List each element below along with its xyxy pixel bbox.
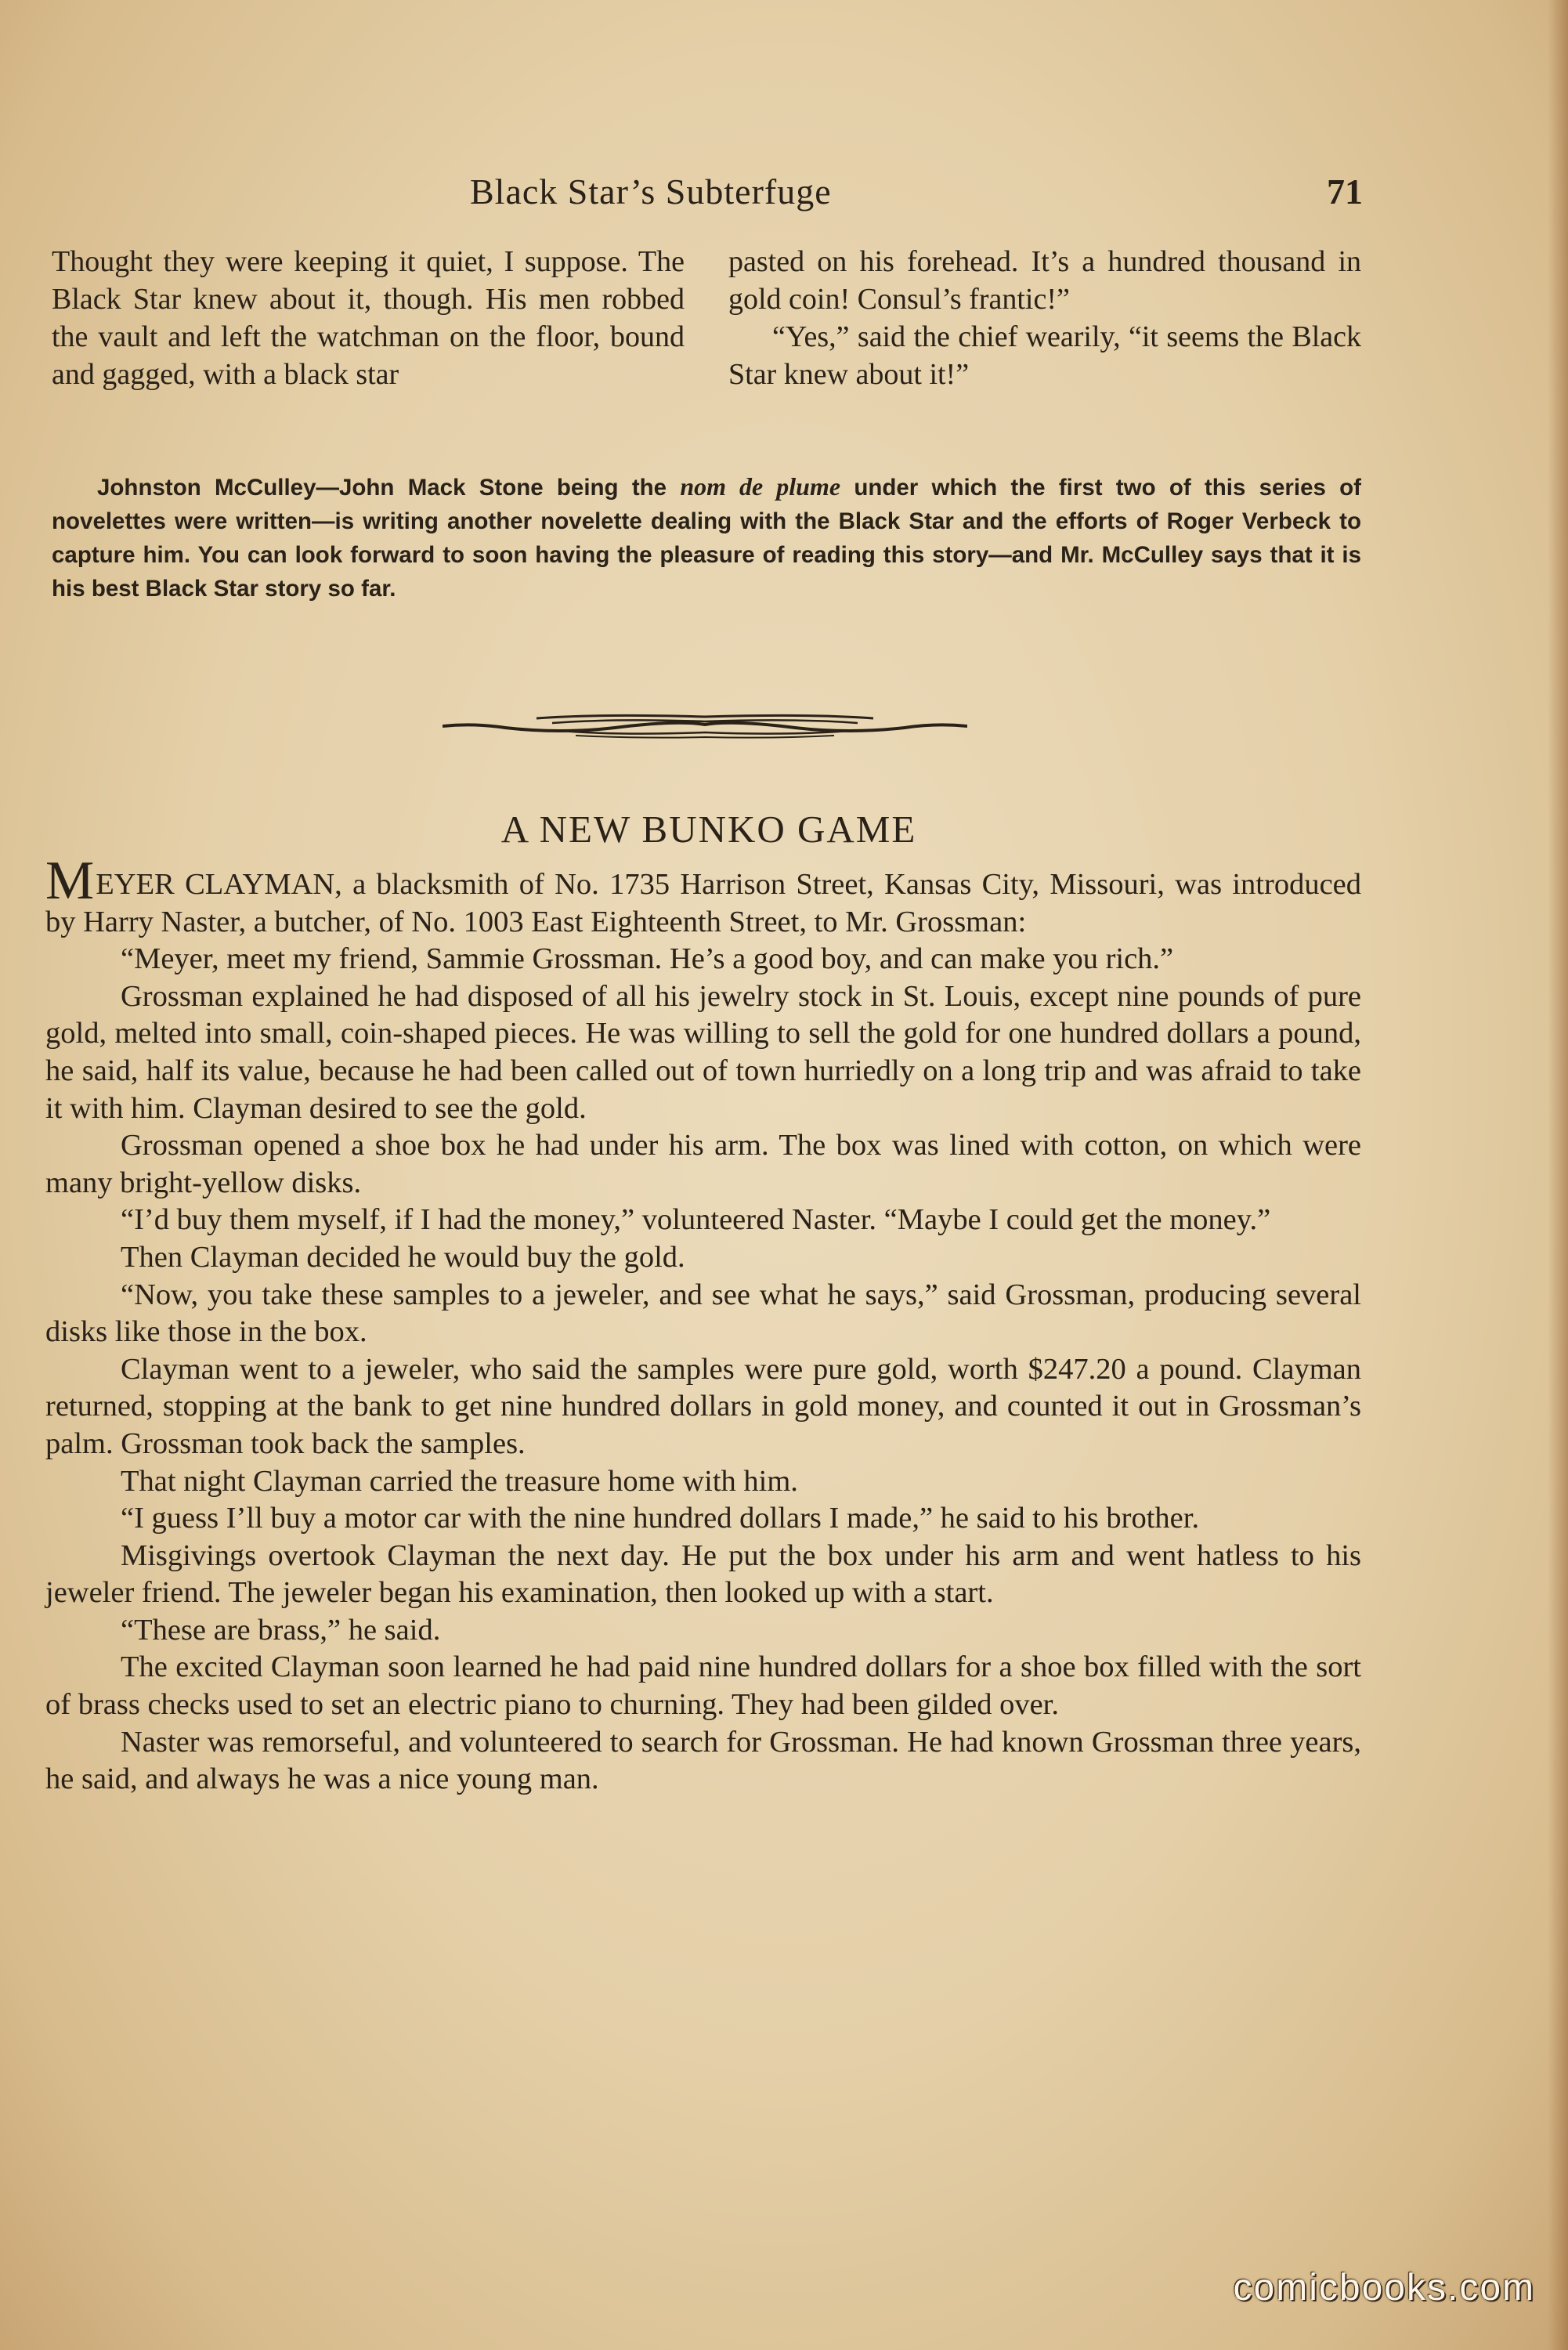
editor-note <box>52 470 1361 606</box>
continuation-paragraph: pasted on his forehead. It’s a hundred thousand in gold coin! Consul’s frantic!” <box>728 245 1361 316</box>
story-paragraph: Clayman went to a jeweler, who said the samples were pure gold, worth $247.20 a pound. Clayman returned, stopping at the bank to get nine hundred dollars in gold money, and counted it out in Grossman’s palm. Grossman took back the samples. <box>45 1352 1361 1460</box>
story-body <box>45 851 1361 1799</box>
watermark: comicbooks.com <box>1233 2267 1535 2308</box>
story-paragraph: Misgivings overtook Clayman the next day. He put the box under his arm and went hatless to his jeweler friend. The jeweler began his examination, then looked up with a start. <box>45 1538 1361 1610</box>
continuation-left-column <box>52 243 685 393</box>
drop-cap: M <box>45 851 95 911</box>
story-paragraph: That night Clayman carried the treasure home with him. <box>121 1464 798 1498</box>
continuation-paragraph: “Yes,” said the chief wearily, “it seems the Black Star knew about it!” <box>728 320 1361 391</box>
story-paragraph: “I guess I’ll buy a motor car with the nine hundred dollars I made,” he said to his brother. <box>121 1502 1200 1535</box>
story-paragraph: “Meyer, meet my friend, Sammie Grossman. He’s a good boy, and can make you rich.” <box>121 942 1174 976</box>
story-paragraph: “I’d buy them myself, if I had the money,” volunteered Naster. “Maybe I could get the money.” <box>121 1203 1271 1237</box>
page-number: 71 <box>1327 172 1363 212</box>
story-paragraph: Naster was remorseful, and volunteered to search for Grossman. He had known Grossman three years, he said, and always he was a nice young man. <box>45 1725 1361 1796</box>
editor-note-text: under which the first two of this series of novelettes were written—is writing another novelette dealing with the Black Star and the efforts of Roger Verbeck to capture him. You can look forward to soon having the pleasure of reading this story—and Mr. McCulley says that it is his best Black Star story so far. <box>52 475 1361 602</box>
story-first-paragraph-text: EYER CLAYMAN, a blacksmith of No. 1735 Harrison Street, Kansas City, Missouri, was introduced by Harry Naster, a butcher, of No. 1003 East Eighteenth Street, to Mr. Grossman: <box>45 868 1361 938</box>
editor-note-text: Johnston McCulley—John Mack Stone being the <box>97 475 681 501</box>
story-paragraph: Grossman explained he had disposed of all his jewelry stock in St. Louis, except nine pounds of pure gold, melted into small, coin-shaped pieces. He was willing to sell the gold for one hundred dollars a pound, he said, half its value, because he had been called out of town hurriedly on a long trip and was afraid to take it with him. Clayman desired to see the gold. <box>45 979 1361 1125</box>
page-header <box>47 171 1363 226</box>
story-paragraph: Then Clayman decided he would buy the gold. <box>121 1240 685 1274</box>
story-paragraph: Grossman opened a shoe box he had under his arm. The box was lined with cotton, on which were many bright-yellow disks. <box>45 1129 1361 1199</box>
story-first-paragraph <box>45 851 1361 941</box>
story-paragraph: “These are brass,” he said. <box>121 1613 441 1647</box>
page-edge-shading <box>1548 0 1568 2350</box>
story-title <box>0 807 1568 851</box>
story-title-text: A NEW BUNKO GAME <box>500 808 917 851</box>
story-paragraph: The excited Clayman soon learned he had paid nine hundred dollars for a shoe box filled with the sort of brass checks used to set an electric piano to churning. They had been gilded over. <box>45 1650 1361 1722</box>
story-paragraph: “Now, you take these samples to a jeweler, and see what he says,” said Grossman, producing several disks like those in the box. <box>45 1278 1361 1349</box>
running-title: Black Star’s Subterfuge <box>470 172 832 212</box>
wave-divider-ornament <box>443 709 967 740</box>
continuation-paragraph: Thought they were keeping it quiet, I suppose. The Black Star knew about it, though. His men robbed the vault and left the watchman on the floor, bound and gagged, with a black star <box>52 245 685 391</box>
editor-note-emphasis: nom de plume <box>680 472 841 501</box>
continuation-right-column <box>728 243 1361 393</box>
